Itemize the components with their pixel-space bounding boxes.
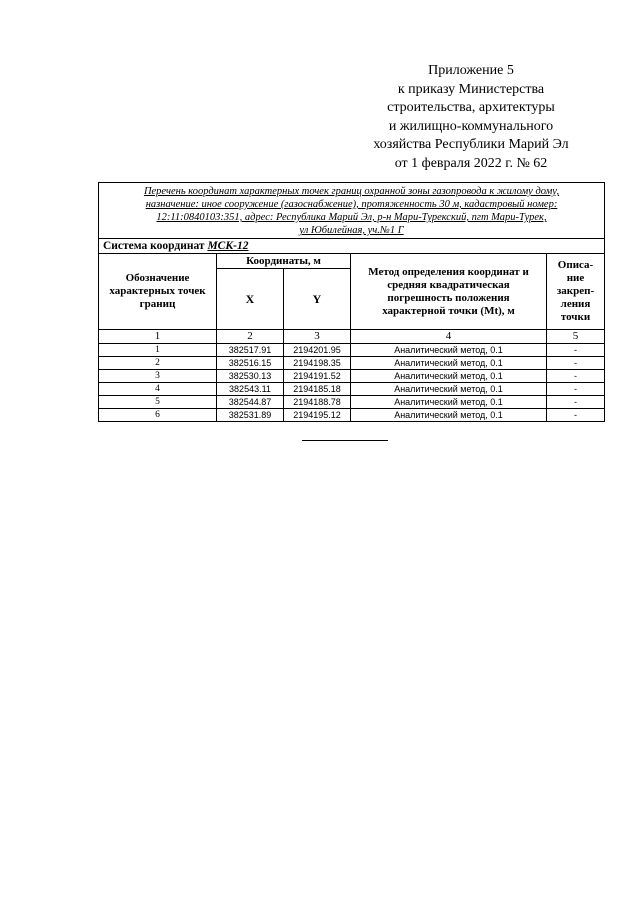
column-numbers-row [99, 330, 605, 344]
header-line: и жилищно-коммунального [388, 118, 554, 134]
caption-line: назначение: иное сооружение (газоснабжение), протяженность 30 м, кадастровый номер: [145, 199, 558, 210]
table-row [99, 383, 605, 396]
coord-x: 382516.15 [217, 357, 284, 370]
caption-line: ул Юбилейная, уч.№1 Г [299, 225, 404, 236]
header-method: Метод определения координат и средняя квадратическая погрешность положения характерной точки (Mt), м [351, 254, 547, 330]
point-id: 1 [99, 344, 217, 357]
closing-rule [302, 440, 388, 441]
column-number: 1 [99, 330, 217, 344]
method: Аналитический метод, 0.1 [351, 357, 547, 370]
coord-y: 2194198.35 [284, 357, 351, 370]
column-number: 5 [547, 330, 605, 344]
header-point: Обозначение характерных точек границ [99, 254, 217, 330]
column-number: 4 [351, 330, 547, 344]
method: Аналитический метод, 0.1 [351, 409, 547, 422]
header-line: хозяйства Республики Марий Эл [373, 137, 569, 152]
header-coordinates: Координаты, м [217, 254, 351, 269]
header-x: X [217, 269, 284, 330]
header-line: от 1 февраля 2022 г. № 62 [394, 155, 548, 171]
coord-y: 2194201.95 [284, 344, 351, 357]
coord-x: 382530.13 [217, 370, 284, 383]
point-id: 5 [99, 396, 217, 409]
coord-x: 382544.87 [217, 396, 284, 409]
description: - [547, 344, 605, 357]
coord-y: 2194191.52 [284, 370, 351, 383]
coordinate-system [99, 239, 605, 254]
method: Аналитический метод, 0.1 [351, 370, 547, 383]
table-row [99, 344, 605, 357]
point-id: 4 [99, 383, 217, 396]
caption-line: Перечень координат характерных точек границ охранной зоны газопровода к жилому дому, [143, 186, 560, 197]
method: Аналитический метод, 0.1 [351, 344, 547, 357]
description: - [547, 409, 605, 422]
column-number: 2 [217, 330, 284, 344]
coord-x: 382543.11 [217, 383, 284, 396]
description: - [547, 357, 605, 370]
method: Аналитический метод, 0.1 [351, 383, 547, 396]
table-row [99, 370, 605, 383]
description: - [547, 396, 605, 409]
table-row [99, 396, 605, 409]
appendix-header [340, 62, 602, 173]
coord-y: 2194188.78 [284, 396, 351, 409]
point-id: 6 [99, 409, 217, 422]
coord-y: 2194195.12 [284, 409, 351, 422]
coordinate-system-label: Система координат [103, 240, 208, 252]
coord-y: 2194185.18 [284, 383, 351, 396]
method: Аналитический метод, 0.1 [351, 396, 547, 409]
coordinates-table [98, 182, 605, 422]
table-row [99, 409, 605, 422]
header-y: Y [284, 269, 351, 330]
header-description: Описа-ние закреп-ления точки [547, 254, 605, 330]
column-number: 3 [284, 330, 351, 344]
table-caption [99, 183, 605, 239]
header-line: Приложение 5 [428, 63, 514, 78]
coord-x: 382517.91 [217, 344, 284, 357]
coordinate-system-value: МСК-12 [207, 240, 249, 252]
table-row [99, 357, 605, 370]
header-line: строительства, архитектуры [387, 100, 555, 115]
point-id: 3 [99, 370, 217, 383]
header-line: к приказу Министерства [397, 81, 545, 97]
caption-line: 12:11:0840103:351, адрес: Республика Марий Эл, р-н Мари-Турекский, пгт Мари-Турек, [156, 212, 547, 223]
coord-x: 382531.89 [217, 409, 284, 422]
description: - [547, 370, 605, 383]
point-id: 2 [99, 357, 217, 370]
description: - [547, 383, 605, 396]
